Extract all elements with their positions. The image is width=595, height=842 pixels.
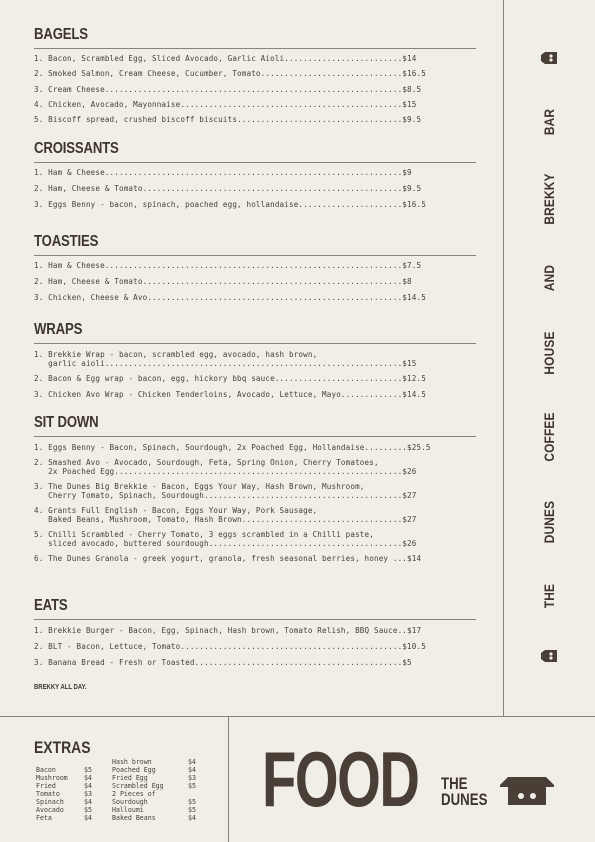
menu-item: 3. Chicken Avo Wrap - Chicken Tenderloins, Avocado, Lettuce, Mayo.............$14.5 <box>34 390 426 399</box>
extras-item-price: $4 <box>84 774 92 782</box>
extras-item-name: Scrambled Egg <box>112 782 164 790</box>
menu-item: 6. The Dunes Granola - greek yogurt, granola, fresh seasonal berries, honey ...$14 <box>34 554 422 563</box>
extras-item <box>112 766 206 774</box>
vertical-word: BREKKY <box>541 173 557 225</box>
vertical-word: BAR <box>541 108 557 136</box>
extras-item <box>36 790 102 798</box>
section-bagels <box>34 24 484 124</box>
menu-item: 3. Banana Bread - Fresh or Toasted............................................$5 <box>34 658 412 667</box>
extras-item-name: Halloumi <box>112 806 144 814</box>
menu-item: 3. Chicken, Cheese & Avo......................................................$14.5 <box>34 293 426 302</box>
menu-item: 2. BLT - Bacon, Lettuce, Tomato...............................................$10.5 <box>34 642 426 651</box>
extras-item-name: Mushroom <box>36 774 68 782</box>
menu-item: 5. Chilli Scrambled - Cherry Tomato, 3 eggs scrambled in a Chilli paste, sliced avocado, buttered sourdough.........................................$26 <box>34 530 417 548</box>
vertical-word: AND <box>541 264 557 292</box>
menu-item: 4. Grants Full English - Bacon, Eggs Your Way, Pork Sausage, Baked Beans, Mushroom, Tomato, Hash Brown..................................$27 <box>34 506 417 524</box>
extras-item-price: $5 <box>84 806 92 814</box>
section-divider <box>34 343 476 344</box>
section-wraps <box>34 319 484 399</box>
vertical-word: HOUSE <box>541 331 557 375</box>
extras-item <box>112 774 206 782</box>
menu-item: 1. Bacon, Scrambled Egg, Sliced Avocado, Garlic Aioli.........................$14 <box>34 54 417 63</box>
extras-list <box>36 766 102 822</box>
section-sit-down <box>34 412 484 563</box>
extras-item-name: Fried Egg <box>112 774 148 782</box>
menu-item: 2. Ham, Cheese & Tomato.......................................................$8 <box>34 277 412 286</box>
tagline: BREKKY ALL DAY. <box>34 684 87 691</box>
extras-item-price <box>188 790 206 798</box>
section-toasties <box>34 231 484 302</box>
extras-item <box>112 806 206 814</box>
menu-item: 3. Cream Cheese...............................................................$8.5 <box>34 84 422 94</box>
extras-item-price: $4 <box>84 782 92 790</box>
extras-item <box>36 814 102 822</box>
extras-item-price: $5 <box>188 806 196 814</box>
extras-item-name: Poached Egg <box>112 766 156 774</box>
extras-item <box>112 758 206 766</box>
extras-item <box>112 790 206 798</box>
menu-item: 2. Ham, Cheese & Tomato.......................................................$9.5 <box>34 184 422 193</box>
extras-item-name: Avocado <box>36 806 64 814</box>
vertical-word: DUNES <box>541 500 557 544</box>
menu-item: 3. The Dunes Big Brekkie - Bacon, Eggs Your Way, Hash Brown, Mushroom, Cherry Tomato, Spinach, Sourdough..........................................$27 <box>34 482 417 500</box>
extras-item <box>36 774 102 782</box>
footer-column-divider <box>228 716 229 842</box>
extras-item-name: 2 Pieces of <box>112 790 156 798</box>
extras-item <box>36 806 102 814</box>
section-divider <box>34 48 476 49</box>
vertical-divider <box>503 0 504 716</box>
extras-item-price: $4 <box>188 758 196 766</box>
dunes-house-logo-icon <box>540 648 558 664</box>
extras-item-price: $4 <box>188 766 196 774</box>
menu-item: 1. Brekkie Burger - Bacon, Egg, Spinach, Hash brown, Tomato Relish, BBQ Sauce..$17 <box>34 626 422 635</box>
extras-item <box>36 766 102 774</box>
section-croissants <box>34 138 484 209</box>
extras-item <box>112 814 206 822</box>
extras-item-name: Spinach <box>36 798 64 806</box>
extras-item-name: Fried <box>36 782 56 790</box>
section-divider <box>34 619 476 620</box>
brand-wordmark <box>441 776 487 808</box>
extras-item-name: Sourdough <box>112 798 148 806</box>
extras-title: EXTRAS <box>34 738 91 757</box>
footer-divider <box>0 716 595 717</box>
section-divider <box>34 436 476 437</box>
menu-item: 1. Eggs Benny - Bacon, Spinach, Sourdough, 2x Poached Egg, Hollandaise.........$25.5 <box>34 443 431 452</box>
extras-item-name: Baked Beans <box>112 814 156 822</box>
menu-item: 1. Ham & Cheese...............................................................$7.5 <box>34 261 422 270</box>
dunes-house-logo-icon <box>498 775 556 807</box>
extras-list <box>112 758 206 822</box>
extras-item-price: $5 <box>188 782 196 790</box>
section-divider <box>34 162 476 163</box>
menu-item: 1. Ham & Cheese...............................................................$9 <box>34 168 412 177</box>
extras-item-name: Hash brown <box>112 758 152 766</box>
section-divider <box>34 255 476 256</box>
food-title: FOOD <box>262 735 419 823</box>
extras-item-name: Bacon <box>36 766 56 774</box>
extras-item <box>36 798 102 806</box>
extras-item-name: Tomato <box>36 790 60 798</box>
extras-item-price: $4 <box>84 798 92 806</box>
brand-line: DUNES <box>441 790 488 809</box>
section-title: TOASTIES <box>34 233 99 250</box>
extras-item-price: $5 <box>188 798 196 806</box>
section-title: BAGELS <box>34 26 88 43</box>
vertical-word: THE <box>541 583 557 609</box>
brand-line: THE <box>441 774 468 793</box>
extras-item-price: $5 <box>84 766 92 774</box>
extras-item-price: $4 <box>188 814 196 822</box>
extras-item-price: $3 <box>188 774 196 782</box>
extras-item-name: Feta <box>36 814 52 822</box>
menu-item: 2. Smashed Avo - Avocado, Sourdough, Feta, Spring Onion, Cherry Tomatoes, 2x Poached Egg.............................................................$26 <box>34 458 417 476</box>
section-title: SIT DOWN <box>34 414 99 431</box>
extras-item <box>112 798 206 806</box>
extras-item <box>36 782 102 790</box>
section-title: WRAPS <box>34 321 83 338</box>
extras-item <box>112 782 206 790</box>
section-title: EATS <box>34 597 68 614</box>
menu-item: 2. Bacon & Egg wrap - bacon, egg, hickory bbq sauce...........................$12.5 <box>34 374 426 383</box>
menu-item: 3. Eggs Benny - bacon, spinach, poached egg, hollandaise......................$16.5 <box>34 200 426 209</box>
menu-item: 2. Smoked Salmon, Cream Cheese, Cucumber, Tomato..............................$16.5 <box>34 69 426 79</box>
section-eats <box>34 595 484 667</box>
menu-item: 1. Brekkie Wrap - bacon, scrambled egg, avocado, hash brown, garlic aioli...............................................................$15 <box>34 350 417 368</box>
menu-item: 5. Biscoff spread, crushed biscoff biscuits...................................$9.5 <box>34 115 422 125</box>
section-title: CROISSANTS <box>34 140 119 157</box>
dunes-house-logo-icon <box>540 50 558 66</box>
menu-item: 4. Chicken, Avocado, Mayonnaise...............................................$15 <box>34 99 417 109</box>
extras-item-price: $4 <box>84 814 92 822</box>
vertical-word: COFFEE <box>541 412 557 462</box>
extras-item-price: $3 <box>84 790 92 798</box>
